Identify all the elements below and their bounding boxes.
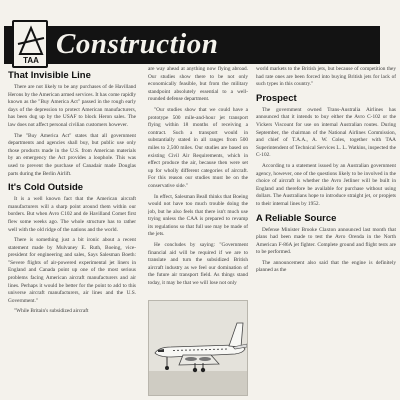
page-title: Construction xyxy=(56,28,219,60)
column-left xyxy=(8,66,136,319)
logo-text: TAA xyxy=(23,56,39,65)
section-heading: Prospect xyxy=(256,92,297,104)
paragraph: In effect, Salesman Beall thinks that Boeing would not have too much trouble doing the job, but he also feels that there isn't much use trying unless the CAA is prepared to revamp its regulations so that full use may be made of the jets. xyxy=(148,193,248,238)
aircraft-icon xyxy=(149,301,248,396)
paragraph: The announcement also said that the engine is definitely planned as the xyxy=(256,259,396,274)
taa-logo-icon xyxy=(16,24,46,66)
paragraph: According to a statement issued by an Australian government agency, however, one of the questions likely to be involved in the choice of aircraft is whether the Avro Jetliner will be built in England and therefore be available for purchase without using dollars. The Australians hope to introduce straight jet, or propjets to their internal lines by 1952. xyxy=(256,162,396,207)
paragraph: He concludes by saying: "Government financial aid will be required if we are to translate and turn the subsidized British aircraft industry as we feel our domination of the future air transport field. As things stand today, it may be that we will lose not only xyxy=(148,242,248,287)
paragraph: It is a well known fact that the American aircraft manufacturers will a sharp point around them within our borders. But when Avro C102 and de Havilland Comet first flew some weeks ago. The whole structure has to rather well with the old ridge of the nations and the world. xyxy=(8,196,136,233)
paragraph: "While Britain's subsidized aircraft xyxy=(14,308,89,315)
section-heading: That Invisible Line xyxy=(8,70,91,81)
paragraph: "Our studies show that we could have a prototype 500 mile-and-hour jet transport flying within 18 months of receiving a contract. Such a transport would in substantially stated in all ranges from 500 miles to 2,500 miles. Our studies are based on existing Civil Air Requirements, which in effect produce the air, because then were set up for wholly different categories of aircraft. For this reason our studies must be on the conservative side." xyxy=(148,106,248,189)
taa-logo xyxy=(12,20,48,68)
paragraph: There are not likely to be any purchases of de Havilland Herons by the American armed services. It has come rapidly known as the "Buy America Act" passed in the rough early days of the depression to protect American manufacturers, has been dug up by the USAF to block Heron sales. The law does not affect personal civilian customers however. xyxy=(8,84,136,128)
column-right xyxy=(256,66,396,396)
section-heading: A Reliable Source xyxy=(256,212,337,224)
paragraph: Defense Minister Brooke Claxton announced last month that plans had been made to test the Avro Orenda in the North American F-86A jet fighter. Complete ground and flight tests are to be performed. xyxy=(256,226,396,256)
column-middle xyxy=(148,66,248,298)
section-heading: It's Cold Outside xyxy=(8,182,84,194)
paragraph: There is something just a bit ironic about a recent statement made by Mulvaney E. Ruth, Boeing, vice-president for engineering and sales, Says Salesman Boeth: "Severe flights of air-powered experimental jet liners in England and Canada point up one of the most serious problems facing American aircraft manufacturers and air lines. Perhaps it would be better for the point to add to this universe aircraft manufacturers, air lines and the U.S. Government." xyxy=(8,237,136,304)
paragraph: world markets to the British jets, but because of competition they had rate ones are been forced into buying British jets for lack of such types in this country." xyxy=(256,66,396,88)
aircraft-photo xyxy=(148,300,248,396)
paragraph: The government owned Trans-Australia Airlines has announced that it intends to buy either the Avro C-102 or the Vickers Viscount for use on internal Australian routes. During September, the chairman of the National Airlines Commission, and chief of T.A.A., A. W. Coles, together with TAA Superintendent of Technical Services L. L. Watkins, inspected the C-102. xyxy=(256,106,396,159)
paragraph: are way ahead at anything now flying abroad. Our studies show there to be not only economically feasible, but from the military standpoint absolutely essential to a well-rounded defense department. xyxy=(148,66,248,103)
paragraph: The "Buy America Act" states that all government departments and agencies shall buy, but public use only those products made in the U.S. from American materials by an emergency the Act provides a loophole. This was used to prevent the purchase of Canadair made Douglas parts during the Berlin Airlift. xyxy=(8,132,136,177)
